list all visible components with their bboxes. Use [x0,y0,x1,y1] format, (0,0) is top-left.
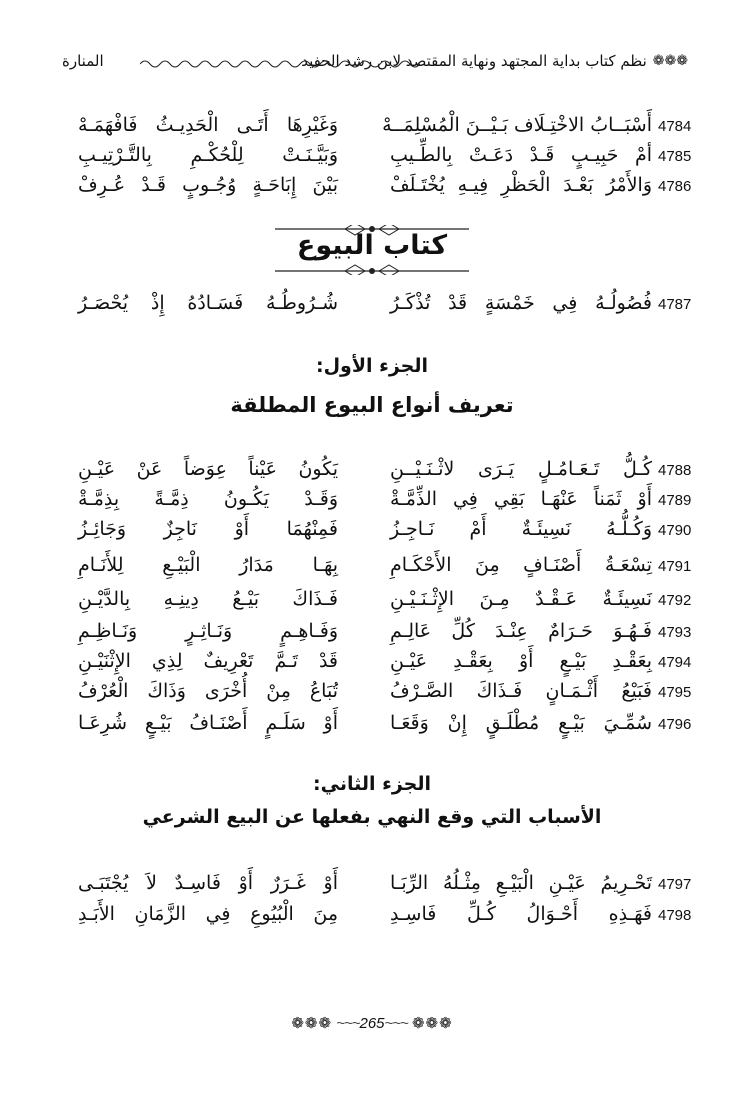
verse-row [0,174,744,202]
first-hemistich: تِسْعَـةُ أَصْنَـافٍ مِنَ الأَحْكَـامِ [390,554,652,576]
verse-number: 4786 [658,178,692,195]
footer-dash: ~~~ [336,1015,360,1032]
verse-row [0,458,744,486]
verse-row [0,518,744,546]
second-hemistich: وَبَيَّـنَـتْ لِلْحُكْـمِ بِالتَّـرْتِيـبِ [78,144,338,166]
rosette-icon: ❁❁❁ [291,1015,333,1032]
part1-heading: الجزء الأول: [315,355,429,377]
first-hemistich: بِعَقْـدِ بَيْـعٍ أَوْ بِعَقْـدِ عَيْـنِ [390,650,652,672]
first-hemistich: سُمِّـيَ بَيْـعٍ مُطْلَـقٍ إِنْ وَقَعَـا [390,712,652,734]
first-hemistich: أَوْ ثَمَناً عَنْهَـا بَقِي فِي الذِّمَّـةْ [390,488,652,510]
verse-number: 4797 [658,876,692,893]
series-name: المنارة [62,52,104,70]
first-hemistich: وَكُـلُّـهُ نَسِيئَـةٌ أَمْ نَـاجِـزُ [390,518,652,540]
second-hemistich: أَوْ غَـرَرٌ أَوْ فَاسِـدٌ لاَ يُجْتَبَـى [78,872,338,894]
part2-subtitle: الأسباب التي وقع النهي بفعلها عن البيع الشرعي [142,806,602,828]
second-hemistich: فَـذَاكَ بَيْـعُ دِينِـهِ بِالدَّيْـنِ [78,588,338,610]
verse-number: 4794 [658,654,692,671]
second-hemistich: مِنَ الْبُيُوعِ فِي الزَّمَانِ الأَبَـدِ [78,903,338,925]
verse-row [0,292,744,320]
verse-number: 4796 [658,716,692,733]
first-hemistich: أَسْبَــابُ الاخْتِـلَاف بَـيْــنَ الْمُسْلِمَــهْ [382,114,652,136]
verse-number: 4791 [658,558,692,575]
second-hemistich: بَيْنَ إِبَاحَـةٍ وُجُـوبٍ قَـدْ عُـرِفْ [78,174,338,196]
first-hemistich: فَهَـذِهِ أَحْـوَالُ كُـلِّ فَاسِـدِ [390,903,652,925]
second-hemistich: بِهَـا مَدَارُ الْبَيْـعِ لِلأَنَـامِ [78,554,338,576]
footer-dash: ~~~ [384,1015,408,1032]
verse-number: 4793 [658,624,692,641]
verse-number: 4787 [658,296,692,313]
second-hemistich: قَدْ تَـمَّ تَعْرِيفٌ لِذِي الإِثْنَيْـنِ [78,650,338,672]
first-hemistich: أمْ حَبِيـبٍ قَـدْ دَعَـتْ بِالطِّـيبِ [390,144,652,166]
first-hemistich: فَبَيْعُ أَثْـمَـانٍ فَـذَاكَ الصَّـرْفُ [390,680,652,702]
second-hemistich: وَغَيْرِهَا أَتَـى الْحَدِيـثُ فَافْهَمَـهْ [78,114,338,136]
book-title: كتاب البيوع [296,230,448,261]
verse-row [0,114,744,142]
verse-number: 4792 [658,592,692,609]
second-hemistich: شُـرُوطُـهُ فَسَـادُهُ إِذْ يُحْصَـرُ [78,292,338,314]
page-footer [0,1014,744,1032]
first-hemistich: فَـهُـوَ حَـرَامٌ عِنْـدَ كُلِّ عَالِـمِ [390,620,652,642]
second-hemistich: وَفَـاهِـمٍ وَنَـاثِـرٍ وَنَـاظِـمِ [78,620,338,642]
verse-number: 4795 [658,684,692,701]
verse-number: 4788 [658,462,692,479]
first-hemistich: وَالأَمْرُ بَعْـدَ الْحَظْرِ فِيـهِ يُخْتَـلَفْ [390,174,652,196]
verse-number: 4785 [658,148,692,165]
part2-heading: الجزء الثاني: [313,773,431,795]
second-hemistich: أَوْ سَلَـمٍ أَصْنَـافُ بَيْـعٍ شُرِعَـا [78,712,338,734]
verse-row [0,680,744,708]
verse-number: 4790 [658,522,692,539]
verse-row [0,588,744,616]
verse-row [0,650,744,678]
second-hemistich: وَقَـدْ يَكُـونُ ذِمَّـةً بِذِمَّـةْ [78,488,338,510]
verse-row [0,903,744,931]
verse-number: 4784 [658,118,692,135]
verse-row [0,620,744,648]
first-hemistich: فُصُولُـهُ فِي خَمْسَةٍ قَدْ تُذْكَـرُ [390,292,652,314]
first-hemistich: تَحْـرِيمُ عَيْـنِ الْبَيْـعِ مِثْـلُهُ الرِّبَـا [390,872,652,894]
verse-row [0,144,744,172]
part1-subtitle: تعريف أنواع البيوع المطلقة [230,393,514,417]
second-hemistich: فَمِنْهُمَا أَوْ نَاجِزٌ وَجَائِـزُ [78,518,338,540]
rosette-icon: ❁❁❁ [652,53,688,69]
running-header [62,52,688,78]
rosette-icon: ❁❁❁ [411,1015,453,1032]
second-hemistich: يَكُونُ عَيْناً عِوَضاً عَنْ عَيْـنِ [78,458,338,480]
verse-row [0,712,744,740]
verse-number: 4798 [658,907,692,924]
first-hemistich: كُـلُّ تَـعَـامُـلٍ يَـرَى لاثْـنَـيْــنِ [390,458,652,480]
header-title: نظم كتاب بداية المجتهد ونهاية المقتصد لابن رشد الحفيد [301,52,647,70]
verse-row [0,872,744,900]
second-hemistich: تُبَاعُ مِنْ أُخْرَى وَذَاكَ الْعُرْفُ [78,680,338,702]
page-number: 265 [359,1015,385,1032]
first-hemistich: نَسِيئَـةٌ عَـقْـدٌ مِـنَ الإِثْـنَـيْـنِ [390,588,652,610]
verse-number: 4789 [658,492,692,509]
verse-row [0,554,744,582]
verse-row [0,488,744,516]
wave-divider [140,58,420,70]
